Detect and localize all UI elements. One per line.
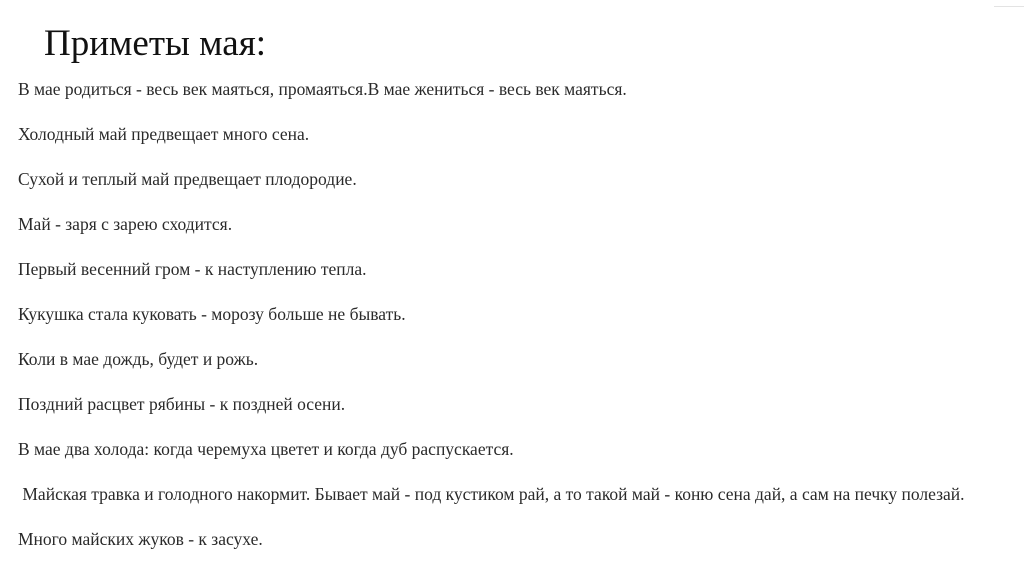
- omen-line: Поздний расцвет рябины - к поздней осени.: [18, 394, 346, 414]
- omen-line: Коли в мае дождь, будет и рожь.: [18, 349, 259, 369]
- omen-line: В мае родиться - весь век маяться, промаяться.В мае жениться - весь век маяться.: [18, 79, 627, 99]
- slide-title: Приметы мая:: [44, 23, 267, 64]
- omen-line: Май - заря с зарею сходится.: [18, 214, 233, 234]
- omen-line: Много майских жуков - к засухе.: [18, 529, 263, 549]
- omens-list: [18, 76, 1008, 571]
- omen-line: Майская травка и голодного накормит. Бывает май - под кустиком рай, а то такой май - коню сена дай, а сам на печку полезай.: [18, 484, 965, 504]
- omen-line: Первый весенний гром - к наступлению тепла.: [18, 259, 367, 279]
- top-divider: [994, 6, 1024, 7]
- omen-line: Кукушка стала куковать - морозу больше не бывать.: [18, 304, 406, 324]
- omen-line: Сухой и теплый май предвещает плодородие.: [18, 169, 357, 189]
- omen-line: Холодный май предвещает много сена.: [18, 124, 310, 144]
- omen-line: В мае два холода: когда черемуха цветет и когда дуб распускается.: [18, 439, 514, 459]
